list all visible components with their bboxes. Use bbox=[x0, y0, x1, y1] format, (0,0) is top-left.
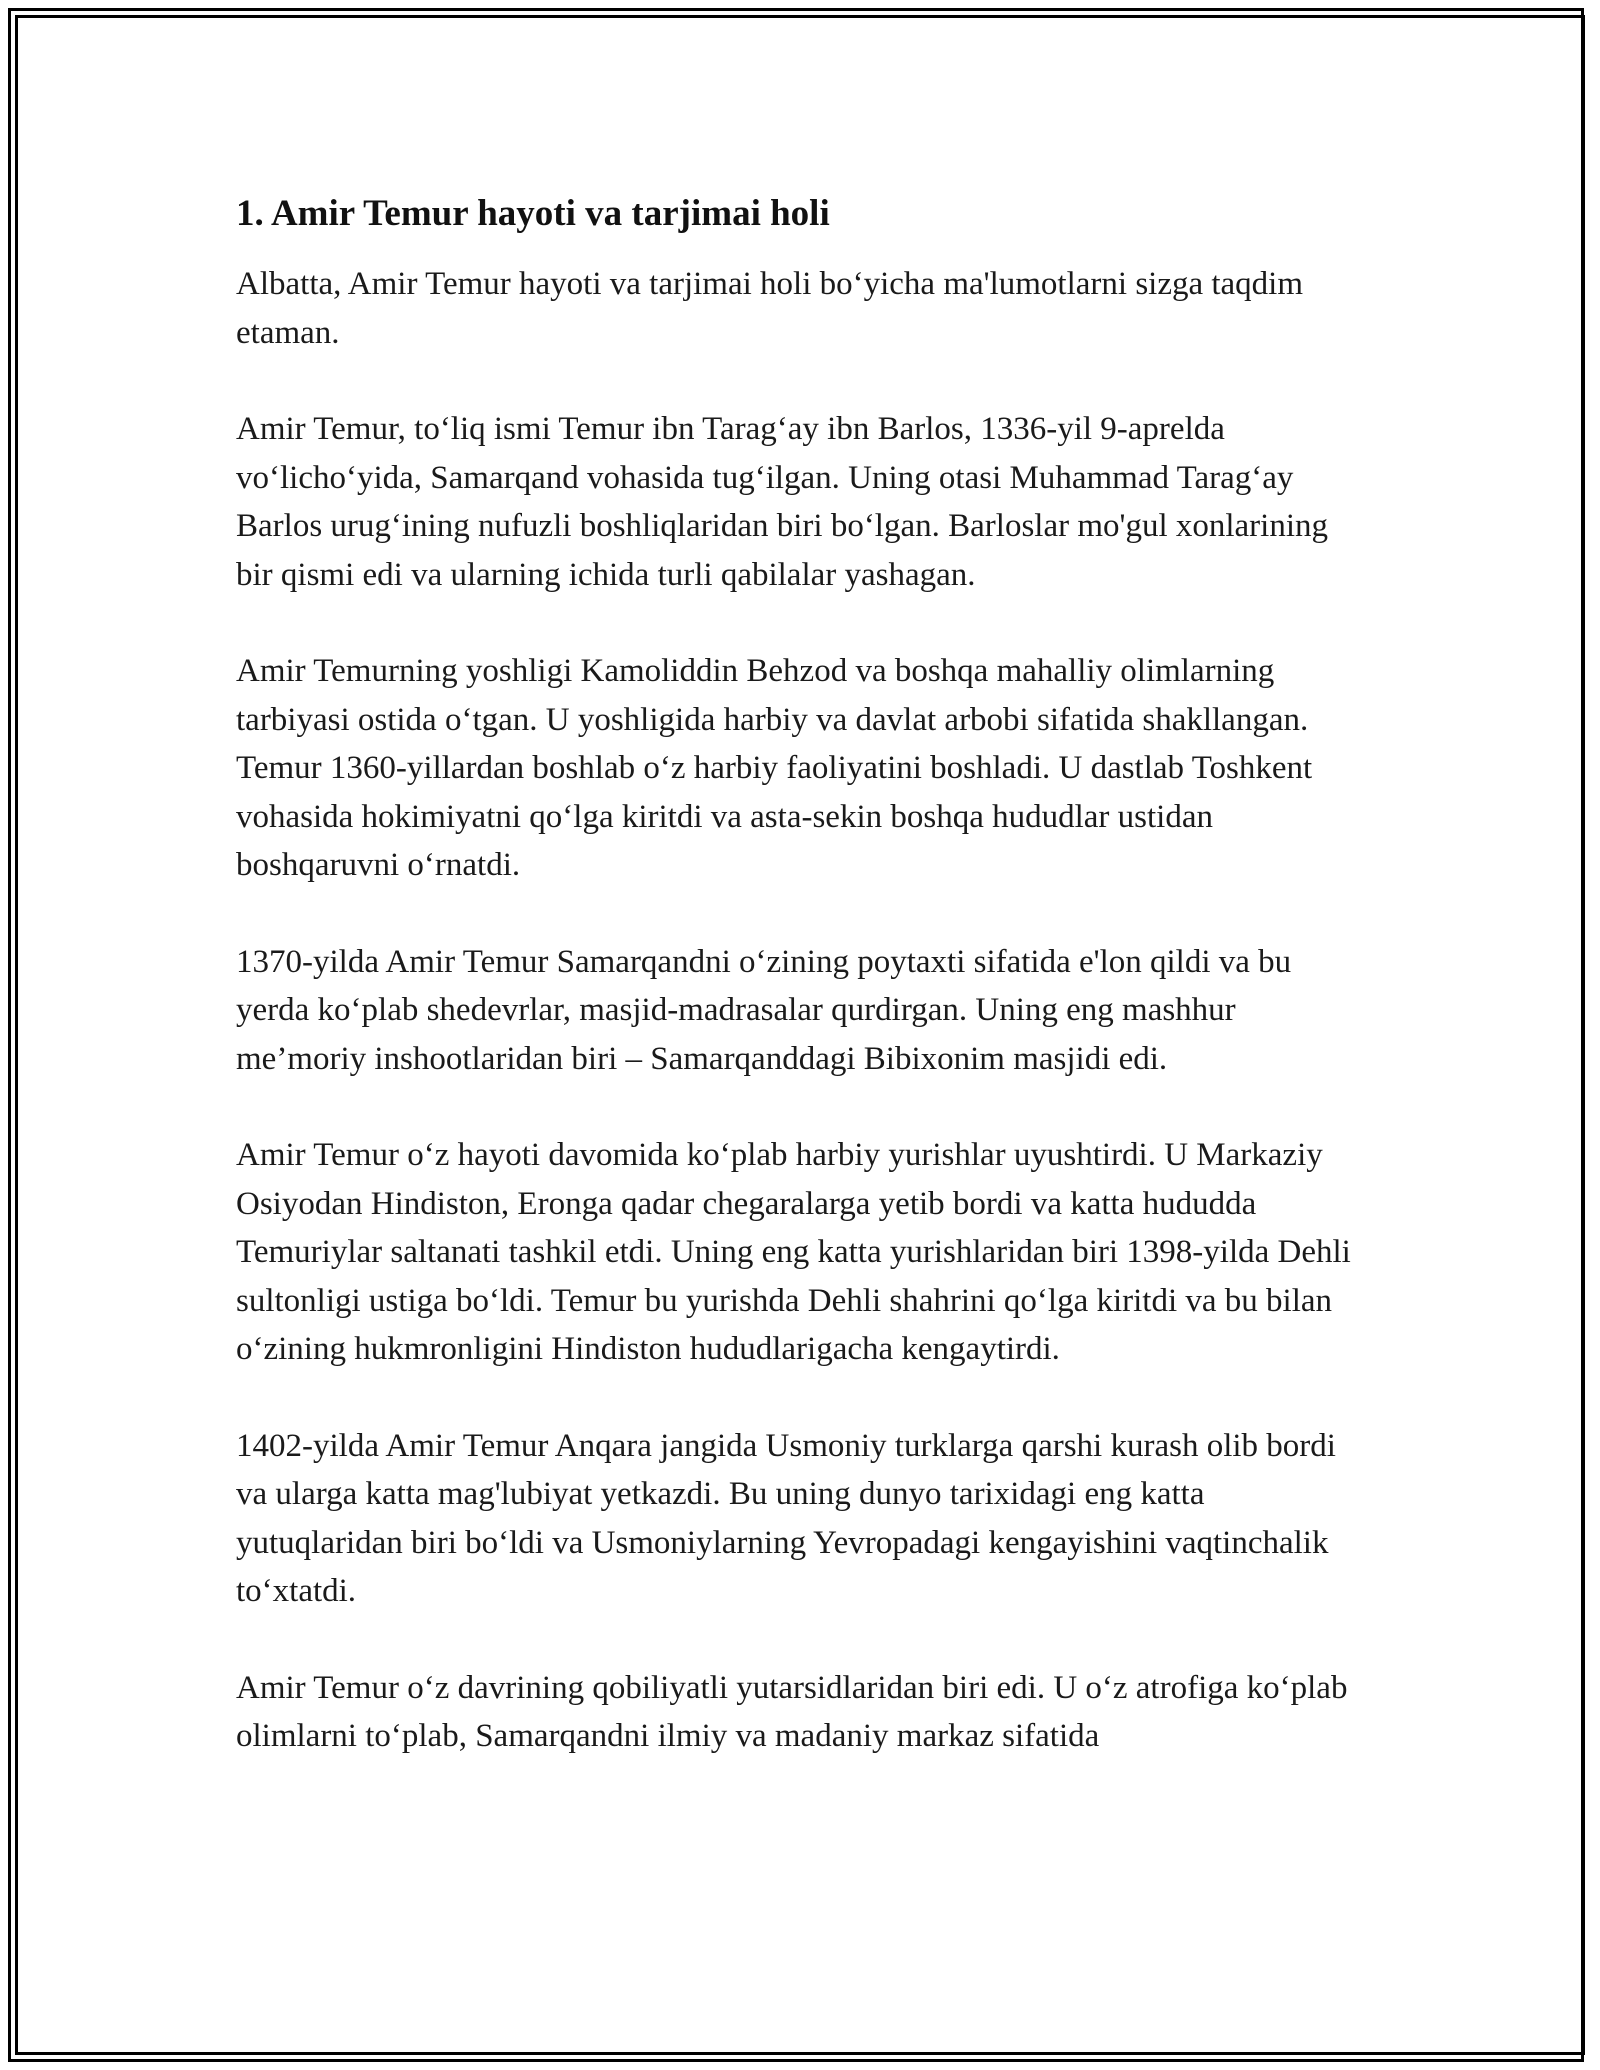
paragraph-ankara: 1402-yilda Amir Temur Anqara jangida Usmoniy turklarga qarshi kurash olib bordi va ularga katta mag'lubiyat yetkazdi. Bu uning dunyo tarixidagi eng katta yutuqlaridan biri bo‘ldi va Usmoniylarning Yevropadagi kengayishini vaqtinchalik to‘xtatdi. bbox=[236, 1427, 1336, 1610]
paragraph-scholars: Amir Temur o‘z davrining qobiliyatli yutarsidlaridan biri edi. U o‘z atrofiga ko‘plab olimlarni to‘plab, Samarqandni ilmiy va madaniy markaz sifatida bbox=[236, 1669, 1348, 1755]
paragraph-campaigns: Amir Temur o‘z hayoti davomida ko‘plab harbiy yurishlar uyushtirdi. U Markaziy Osiyodan Hindiston, Eronga qadar chegaralarga yetib bordi va katta hududda Temuriylar saltanati tashkil etdi. Uning eng katta yurishlaridan biri 1398-yilda Dehli sultonligi ustiga bo‘ldi. Temur bu yurishda Dehli shahrini qo‘lga kiritdi va bu bilan o‘zining hukmronligini Hindiston hududlarigacha kengaytirdi. bbox=[236, 1137, 1351, 1368]
paragraph-youth: Amir Temurning yoshligi Kamoliddin Behzod va boshqa mahalliy olimlarning tarbiyasi ostida o‘tgan. U yoshligida harbiy va davlat arbobi sifatida shakllangan. Temur 1360-yillardan boshlab o‘z harbiy faoliyatini boshladi. U dastlab Toshkent vohasida hokimiyatni qo‘lga kiritdi va asta-sekin boshqa hududlar ustidan boshqaruvni o‘rnatdi. bbox=[236, 653, 1313, 884]
paragraph-capital: 1370-yilda Amir Temur Samarqandni o‘zining poytaxti sifatida e'lon qildi va bu yerda ko‘plab shedevrlar, masjid-madrasalar qurdirgan. Uning eng mashhur me’moriy inshootlaridan biri – Samarqanddagi Bibixonim masjidi edi. bbox=[236, 943, 1292, 1077]
section-heading: 1. Amir Temur hayoti va tarjimai holi bbox=[236, 193, 830, 234]
paragraph-intro: Albatta, Amir Temur hayoti va tarjimai holi bo‘yicha ma'lumotlarni sizga taqdim etaman. bbox=[236, 266, 1304, 351]
document-body bbox=[236, 180, 1366, 1809]
paragraph-birth: Amir Temur, to‘liq ismi Temur ibn Tarag‘ay ibn Barlos, 1336-yil 9-aprelda vo‘licho‘yida, Samarqand vohasida tug‘ilgan. Uning otasi Muhammad Tarag‘ay Barlos urug‘ining nufuzli boshliqlaridan biri bo‘lgan. Barloslar mo'gul xonlarining bir qismi edi va ularning ichida turli qabilalar yashagan. bbox=[236, 411, 1329, 593]
